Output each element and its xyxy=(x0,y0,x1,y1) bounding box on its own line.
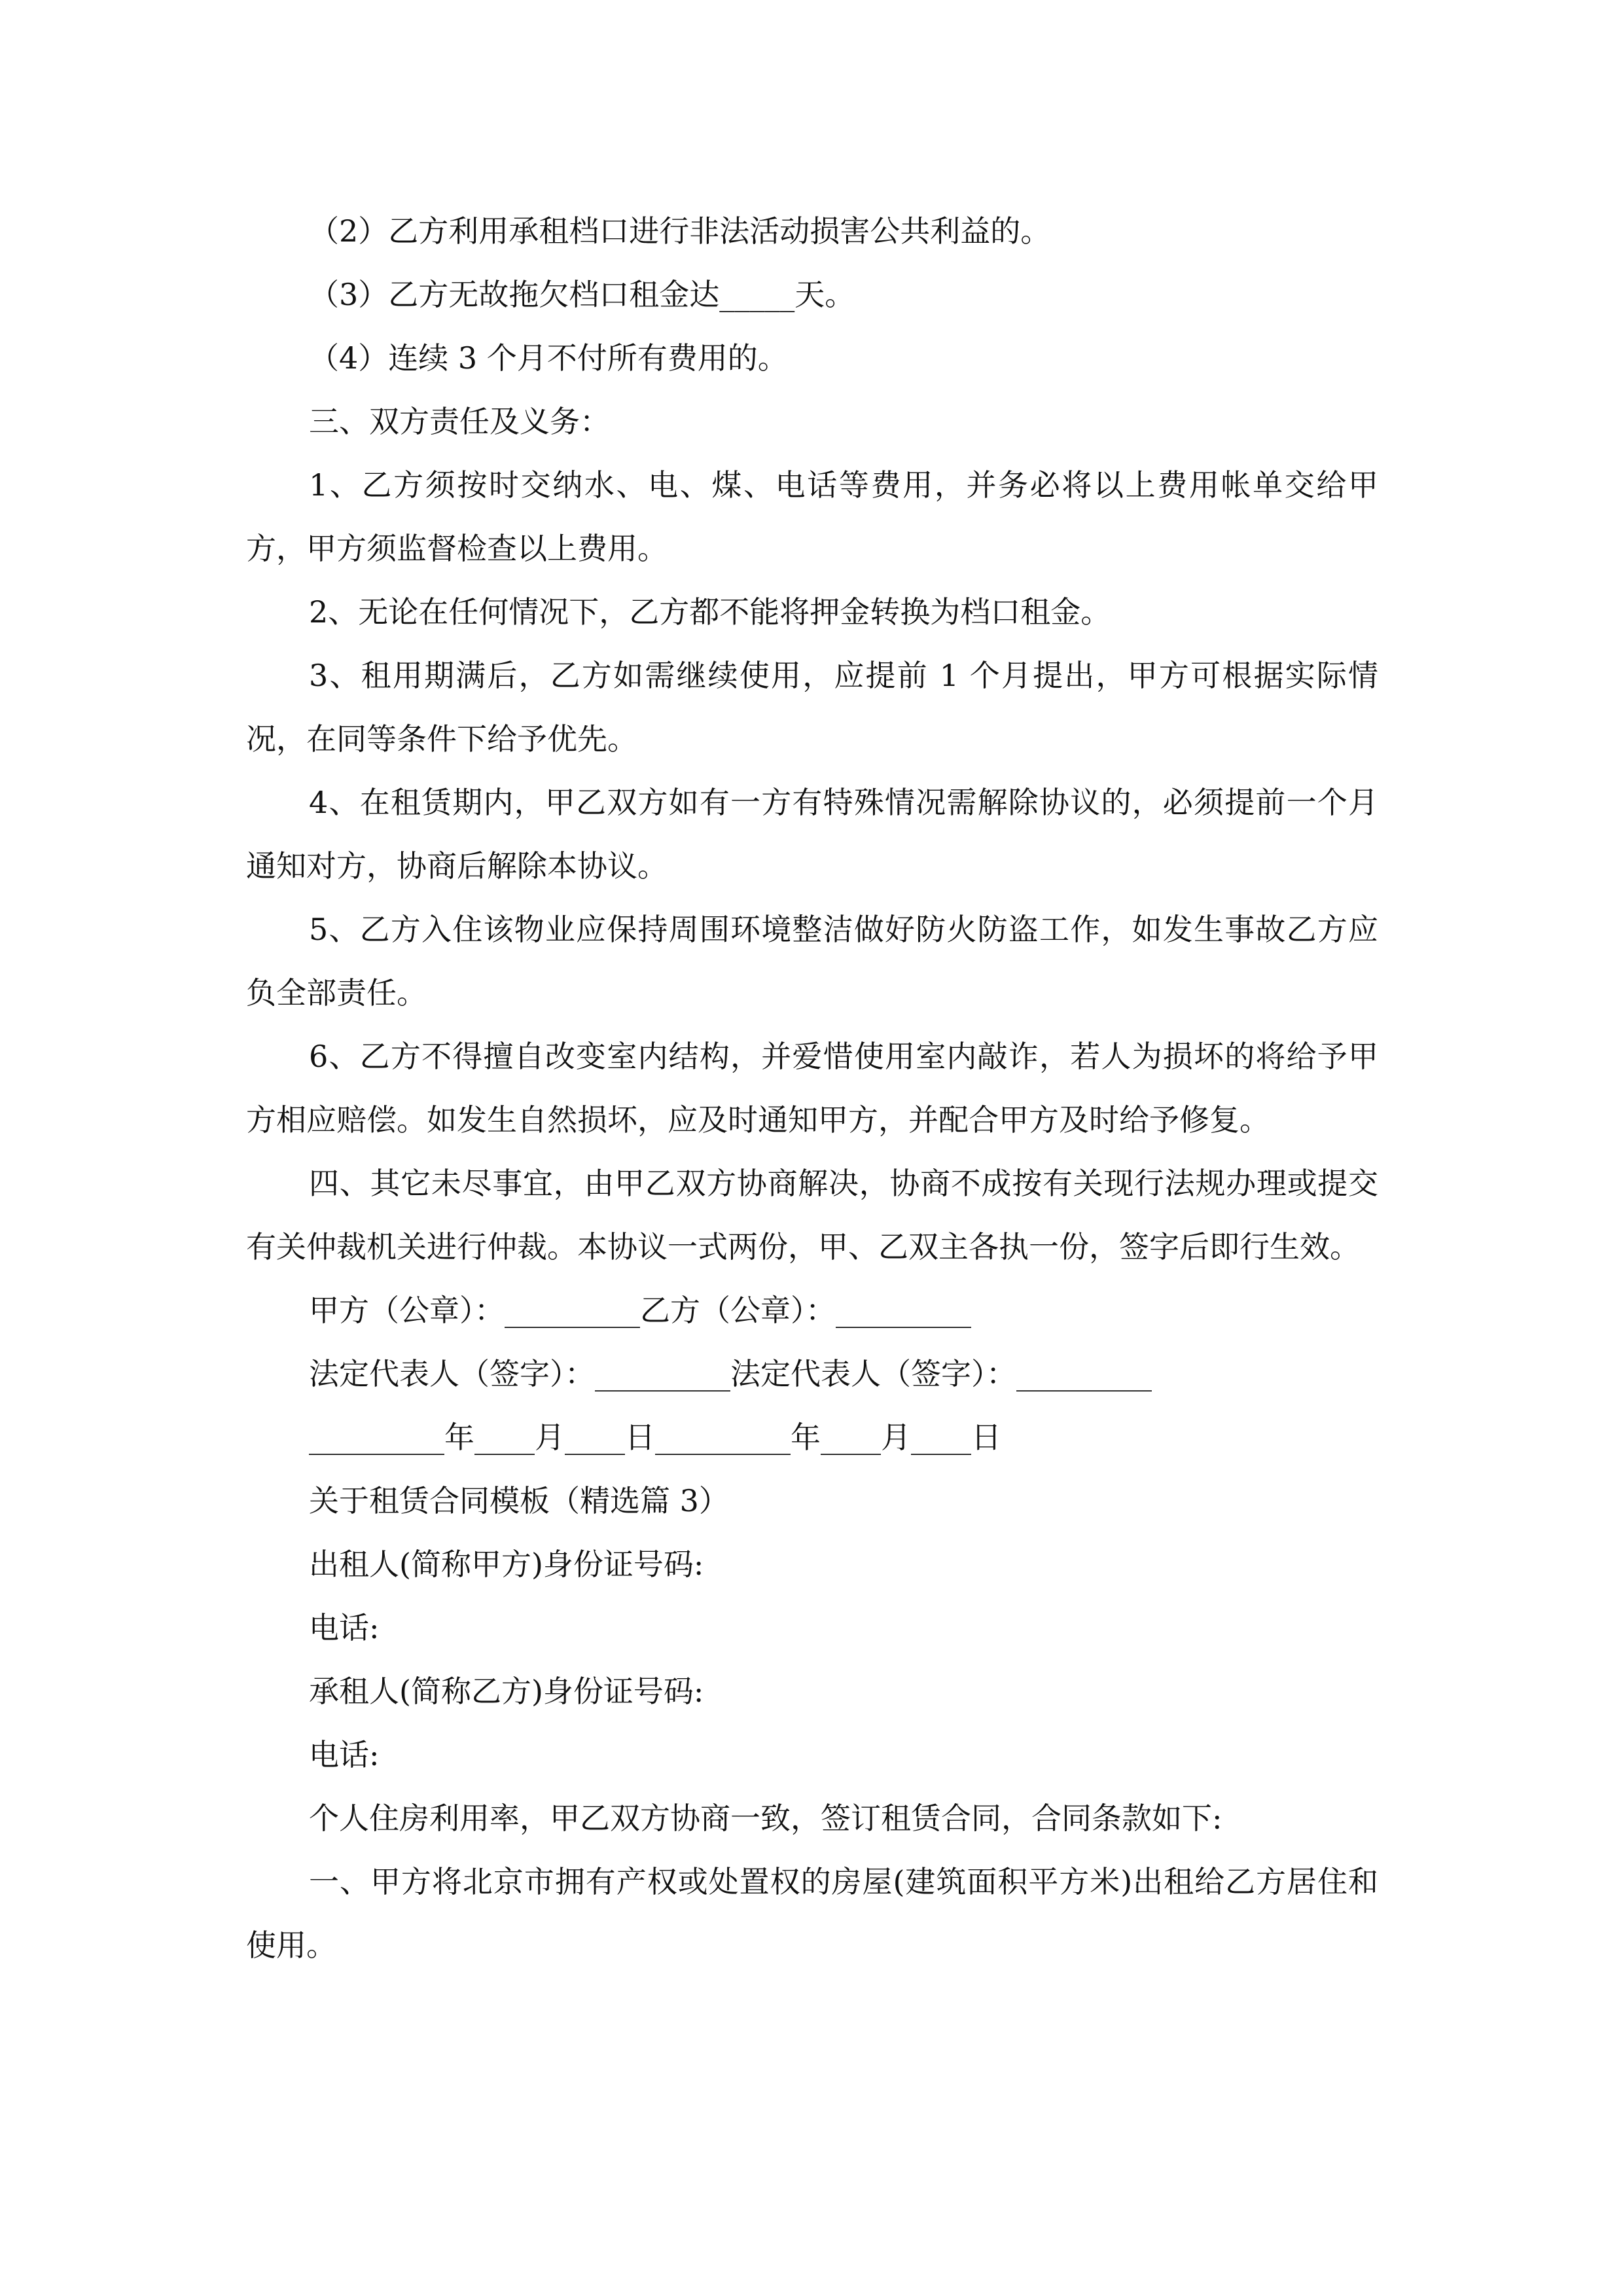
article-1-property: 一、甲方将北京市拥有产权或处置权的房屋(建筑面积平方米)出租给乙方居住和使用。 xyxy=(246,1864,1378,1963)
duty-4-termination: 4、在租赁期内，甲乙双方如有一方有特殊情况需解除协议的，必须提前一个月通知对方，协商后解除本协议。 xyxy=(246,785,1378,884)
lessee-id-field: 承租人(简称乙方)身份证号码: xyxy=(309,1674,704,1709)
contract-preamble: 个人住房利用率，甲乙双方协商一致，签订租赁合同，合同条款如下: xyxy=(309,1801,1222,1836)
lessor-phone-field: 电话: xyxy=(309,1610,380,1645)
duty-5-safety: 5、乙方入住该物业应保持周围环境整洁做好防火防盗工作，如发生事故乙方应负全部责任。 xyxy=(246,912,1378,1011)
section-3-heading: 三、双方责任及义务： xyxy=(309,404,610,439)
duty-3-renewal: 3、租用期满后，乙方如需继续使用，应提前 1 个月提出，甲方可根据实际情况，在同等条件下给予优先。 xyxy=(246,658,1378,757)
signature-representative-line: 法定代表人（签字）：_________法定代表人（签字）：_________ xyxy=(309,1356,1152,1391)
template-3-title: 关于租赁合同模板（精选篇 3） xyxy=(309,1483,729,1518)
duty-1-utilities: 1、乙方须按时交纳水、电、煤、电话等费用，并务必将以上费用帐单交给甲方，甲方须监督检查以上费用。 xyxy=(246,467,1378,566)
section-4-other-matters: 四、其它未尽事宜，由甲乙双方协商解决，协商不成按有关现行法规办理或提交有关仲裁机关进行仲裁。本协议一式两份，甲、乙双主各执一份，签字后即行生效。 xyxy=(246,1166,1378,1265)
lessee-phone-field: 电话: xyxy=(309,1737,380,1772)
clause-3-rent-arrears: （3）乙方无故拖欠档口租金达_____天。 xyxy=(309,277,855,312)
clause-2-illegal-activity: （2）乙方利用承租档口进行非法活动损害公共利益的。 xyxy=(309,213,1051,249)
signature-date-line: _________年____月____日_________年____月____日 xyxy=(309,1420,1001,1455)
document-body xyxy=(246,200,1378,1977)
duty-6-structure: 6、乙方不得擅自改变室内结构，并爱惜使用室内敲诈，若人为损坏的将给予甲方相应赔偿。如发生自然损坏，应及时通知甲方，并配合甲方及时给予修复。 xyxy=(246,1039,1378,1138)
lessor-id-field: 出租人(简称甲方)身份证号码: xyxy=(309,1547,704,1582)
clause-4-unpaid-fees: （4）连续 3 个月不付所有费用的。 xyxy=(309,340,788,376)
duty-2-deposit: 2、无论在任何情况下，乙方都不能将押金转换为档口租金。 xyxy=(309,594,1111,630)
signature-seal-line: 甲方（公章）：_________乙方（公章）：_________ xyxy=(309,1293,971,1328)
